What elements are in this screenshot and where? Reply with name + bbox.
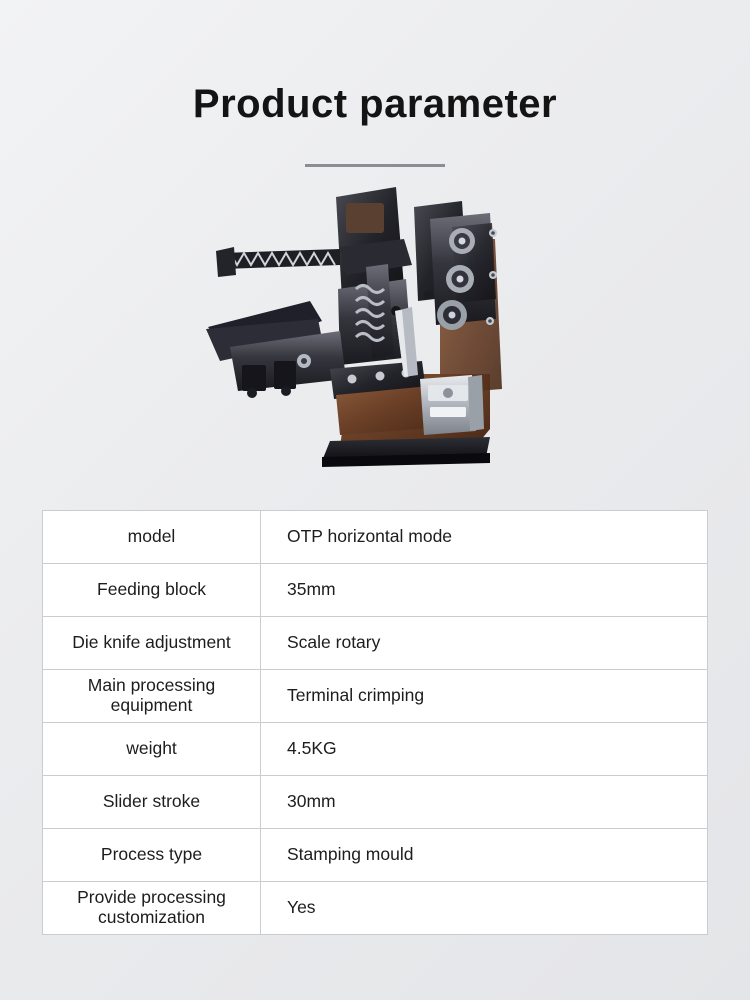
spec-value: Yes [261, 882, 708, 935]
spec-key: Process type [43, 829, 261, 882]
table-row [43, 670, 708, 723]
spec-value: Stamping mould [261, 829, 708, 882]
spec-value: 30mm [261, 776, 708, 829]
spec-key: Main processing equipment [43, 670, 261, 723]
spec-value: 4.5KG [261, 723, 708, 776]
table-row [43, 564, 708, 617]
spec-key: model [43, 511, 261, 564]
spec-key: Provide processing customization [43, 882, 261, 935]
table-row [43, 723, 708, 776]
spec-key: weight [43, 723, 261, 776]
spec-key: Feeding block [43, 564, 261, 617]
spec-value: OTP horizontal mode [261, 511, 708, 564]
table-row [43, 882, 708, 935]
spec-table [42, 510, 708, 935]
title-divider [305, 164, 445, 167]
spec-key: Die knife adjustment [43, 617, 261, 670]
table-row [43, 511, 708, 564]
spec-value: 35mm [261, 564, 708, 617]
table-row [43, 617, 708, 670]
table-row [43, 776, 708, 829]
table-row [43, 829, 708, 882]
page-title: Product parameter [192, 82, 558, 126]
spec-value: Scale rotary [261, 617, 708, 670]
spec-value: Terminal crimping [261, 670, 708, 723]
product-photo [0, 179, 750, 489]
machine-illustration [190, 179, 530, 479]
spec-key: Slider stroke [43, 776, 261, 829]
